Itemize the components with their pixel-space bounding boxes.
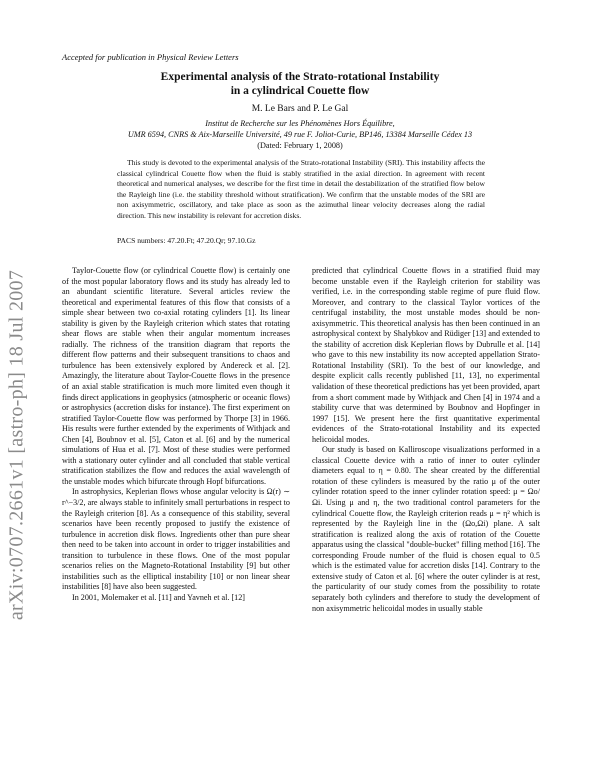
right-column xyxy=(312,266,540,614)
paragraph: Our study is based on Kalliroscope visualizations performed in a classical Couette device with a ratio of inner to outer cylinder diameters equal to η = 0.80. The shear created by the differential rotation of these cylinders is measured by the ratio μ of the outer cylinder rotation speed to the inner cylinder rotation speed: μ = Ωo/Ωi. Using μ and η, the two traditional control parameters for the cylindrical Couette flow, the Rayleigh criterion reads μ = η² which is represented by the Rayleigh line in the (Ωo,Ωi) plane. A salt stratification is realized along the axis of rotation of the Couette apparatus using the classical "double-bucket" filling method [16]. The corresponding Froude number of the fluid is chosen equal to 0.5 which is the estimated value for accretion disks [14]. Contrary to the extensive study of Caton et al. [6] where the outer cylinder is at rest, the particularity of our study comes from the possibility to rotate separately both cylinders and therefore to study the development of non axisymmetric helicoidal modes in usually stable xyxy=(312,445,540,613)
paragraph: Taylor-Couette flow (or cylindrical Couette flow) is certainly one of the most popular laboratory flows and its study has already led to an abundant scientific literature. Several articles review the theoretical and experimental features of this flow that consists of a simple shear between two co-axial rotating cylinders [1]. Its linear stability is given by the Rayleigh criterion which states that rotating shear flows are stable when their angular momentum increases radially. The richness of the transition diagram that reports the different flow patterns and their subsequent transitions to chaos and turbulence has been extensively explored by Andereck et al. [2]. Amazingly, the literature about Taylor-Couette flows in the presence of an axial stable stratification is much more limited even though it finds direct applications in geophysics (atmospheric or oceanic flows) or astrophysics (accretion disks for instance). The first experiment on stratified Taylor-Couette flow was performed by Thorpe [3] in 1966. His results were further extended by the experiments of Withjack and Chen [4], Boubnov et al. [5], Caton et al. [6] and by the numerical simulations of Hua et al. [7]. Most of these studies were performed with a stationary outer cylinder and all concluded that stable vertical stratification stabilizes the flow and reduces the axial wavelength of the unstable modes which bifurcate through Hopf bifurcations. xyxy=(62,266,290,486)
affiliation xyxy=(60,118,540,140)
title-line: Experimental analysis of the Strato-rotational Instability xyxy=(160,71,440,83)
left-column xyxy=(62,266,290,604)
date-line: (Dated: February 1, 2008) xyxy=(257,141,343,150)
paper-title xyxy=(100,70,500,98)
authors: M. Le Bars and P. Le Gal xyxy=(251,104,349,114)
journal-note: Accepted for publication in Physical Review Letters xyxy=(62,52,239,62)
abstract: This study is devoted to the experimental analysis of the Strato-rotational Instability (SRI). This instability affects the classical cylindrical Couette flow when the fluid is stably stratified in the axial direction. In agreement with recent theoretical and numerical analyses, we describe for the first time in detail the destabilization of the stratified flow below the Rayleigh line (i.e. the stability threshold without stratification). We confirm that the unstable modes of the SRI are non axisymmetric, oscillatory, and take place as soon as the azimuthal linear velocity decreases along the radial direction. This new instability is relevant for accretion disks. xyxy=(117,158,485,220)
affiliation-line: UMR 6594, CNRS & Aix-Marseille Université, 49 rue F. Joliot-Curie, BP146, 13384 Marseille Cédex 13 xyxy=(127,130,473,139)
paragraph: In astrophysics, Keplerian flows whose angular velocity is Ω(r) ∼ r^−3/2, are always stable to infinitely small perturbations in respect to the Rayleigh criterion [8]. As a consequence of this stability, several scenarios have been recently proposed to justify the existence of turbulence in accretion disk flows. Ingredients other than pure shear then need to be taken into account in order to trigger instabilities and transition to turbulence in these flows. One of the most popular scenarios relies on the Magneto-Rotational Instability [9] but other instabilities such as the elliptical instability [10] or non linear shear instabilities [8] have also been suggested. xyxy=(62,487,290,592)
title-line: in a cylindrical Couette flow xyxy=(230,85,370,97)
pacs-numbers: PACS numbers: 47.20.Ft; 47.20.Qr; 97.10.Gz xyxy=(117,236,256,245)
arxiv-identifier xyxy=(2,200,32,690)
arxiv-id-text: arXiv:0707.2661v1 [astro-ph] 18 Jul 2007 xyxy=(5,269,28,621)
paragraph: predicted that cylindrical Couette flows in a stratified fluid may become unstable even if the Rayleigh criterion for stability was verified, i.e. in the corresponding stable regime of pure fluid flow. Moreover, and contrary to the classical Taylor vortices of the centrifugal instability, the most unstable modes should be non-axisymmetric. This theoretical analysis has then been continued in an astrophysical context by Shalybkov and Rüdiger [13] and extended to the stability of accretion disk Keplerian flows by Dubrulle et al. [14] who gave to this new instability its now accepted appellation Strato-Rotational Instability (SRI). To the best of our knowledge, and despite explicit calls recently published [11, 13], no experimental validation of these theoretical predictions has yet been provided, apart from a short comment made by Withjack and Chen [4] in 1974 and a stability curve that was determined by Boubnov and Hopfinger in 1997 [15]. We present here the first quantitative experimental evidences of the Strato-rotational Instability and its expected helicoidal modes. xyxy=(312,266,540,444)
affiliation-line: Institut de Recherche sur les Phénomènes Hors Équilibre, xyxy=(205,119,395,128)
paragraph: In 2001, Molemaker et al. [11] and Yavneh et al. [12] xyxy=(72,592,245,602)
